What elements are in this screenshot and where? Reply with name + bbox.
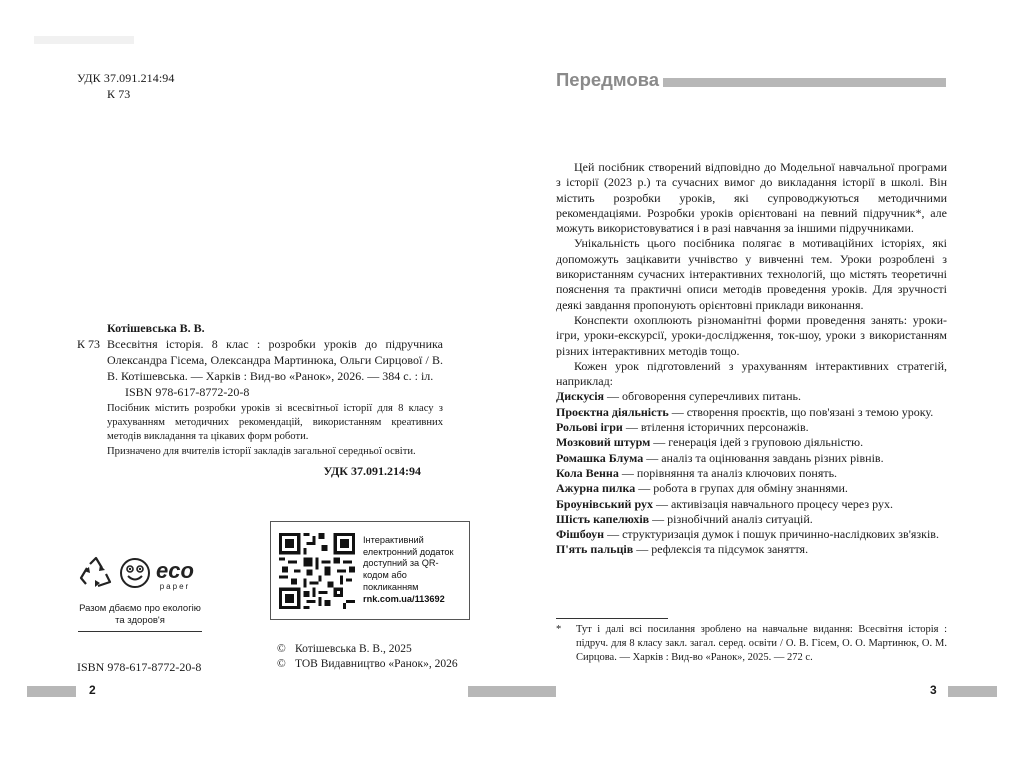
eco-paper-block (78, 555, 208, 632)
udk-code: УДК 37.091.214:94 (77, 71, 175, 85)
page-bar-right (948, 686, 997, 697)
preface-paragraph: Унікальність цього посібника полягає в мотиваційних історіях, які допоможуть зацікавити учнівство у вивченні тем. Уроки розроблені з використанням сучасних інтерактивних технологій, що містять теоретичні пояснення та практичні описи методів проведення уроків. Для зручності деякі завдання пропонують орієнтовні приклади виконання. (556, 236, 947, 312)
audience-text: Призначено для вчителів історії закладів загальної середньої освіти. (107, 446, 416, 457)
qr-caption: Інтерактивний електронний додаток доступний за QR-кодом або покликанням (363, 535, 454, 592)
preface-paragraph: Цей посібник створений відповідно до Модельної навчальної програми з історії (2023 р.) та сучасних вимог до викладання історії в школі. Він містить розробки уроків, які супроводжуються методичними рекомендаціями. Розробки уроків орієнтовані на певний підручник*, але можуть використовуватися і в разі навчання за іншими підручниками. (556, 160, 947, 236)
method-term: Броунівський рух (556, 496, 653, 511)
eco-icons (78, 555, 208, 595)
copyright-block (277, 642, 458, 672)
method-term: Кола Венна (556, 465, 619, 480)
method-desc: — різнобічний аналіз ситуацій. (649, 511, 813, 526)
method-item (556, 389, 947, 404)
method-desc: — створення проєктів, що пов'язані з темою уроку. (668, 404, 934, 419)
eco-logo-sub: paper (159, 581, 191, 591)
method-term: Ромашка Блума (556, 450, 644, 465)
copyright-icon: © (277, 658, 286, 670)
preface-paragraph: Кожен урок підготовлений з урахуванням інтерактивних стратегій, наприклад: (556, 358, 947, 389)
recycle-icon (78, 556, 114, 594)
method-item (556, 451, 947, 466)
method-term: Шість капелюхів (556, 511, 650, 526)
page-number-left: 2 (89, 683, 96, 697)
copyright-line (277, 657, 458, 672)
biblio-row (77, 336, 443, 384)
method-item (556, 512, 947, 527)
copyright-text: ТОВ Видавництво «Ранок», 2026 (295, 658, 458, 670)
udk-code-bottom: УДК 37.091.214:94 (323, 464, 421, 478)
preface-paragraph: Конспекти охоплюють різноманітні форми проведення занять: уроки-ігри, уроки-екскурсії, уроки-дослідження, ток-шоу, уроки з використанням різних інтерактивних методів тощо. (556, 312, 947, 358)
qr-description (363, 535, 461, 606)
copyright-text: Котішевська В. В., 2025 (295, 643, 412, 655)
smiley-icon (118, 556, 152, 594)
footnote (556, 623, 947, 665)
qr-link[interactable]: rnk.com.ua/113692 (363, 594, 445, 605)
method-desc: — генерація ідей з груповою діяльністю. (650, 435, 864, 450)
bibliographic-record (77, 320, 443, 479)
method-item (556, 435, 947, 450)
method-term: Рольові ігри (556, 420, 623, 435)
method-desc: — структуризація думок і пошук причинно-наслідкових зв'язків. (604, 527, 939, 542)
author-mark: К 73 (107, 87, 131, 101)
footnote-divider (556, 618, 668, 619)
method-term: Фішбоун (556, 527, 605, 542)
qr-code-icon[interactable] (279, 533, 355, 609)
method-desc: — робота в групах для обміну знаннями. (635, 481, 848, 496)
method-item (556, 527, 947, 542)
page-number-right: 3 (930, 683, 937, 697)
section-heading: Передмова (556, 69, 660, 90)
method-item (556, 542, 947, 557)
method-term: Мозковий штурм (556, 435, 651, 450)
method-item (556, 420, 947, 435)
method-desc: — активізація навчального процесу через рух. (652, 496, 893, 511)
footnote-text: Тут і далі всі посилання зроблено на навчальне видання: Всесвітня історія : підруч. для 8 класу закл. загал. серед. освіти / О. В. Гісем, О. О. Мартинюк, О. М. Сирцова. — Харків : Вид-во «Ранок», 2025. — 272 с. (576, 624, 947, 663)
method-term: Дискусія (556, 389, 605, 404)
copyright-line (277, 642, 458, 657)
page-bar-center (468, 686, 556, 697)
eco-logo-text: eco (156, 557, 194, 583)
method-term: П'ять пальців (556, 542, 634, 557)
preface-body (556, 160, 947, 558)
method-term: Ажурна пилка (556, 481, 636, 496)
eco-logo (156, 557, 194, 591)
isbn-bottom: ISBN 978-617-8772-20-8 (77, 660, 202, 674)
isbn-inline: ISBN 978-617-8772-20-8 (125, 385, 250, 399)
copyright-icon: © (277, 643, 286, 655)
eco-tagline: Разом дбаємо про екологію та здоров'я (79, 603, 201, 626)
method-desc: — порівняння та аналіз ключових понять. (618, 465, 838, 480)
page-bar-left (27, 686, 76, 697)
biblio-description: Всесвітня історія. 8 клас : розробки уроків до підручника Олександра Гісема, Олександра Мартинюка, Ольги Сирцової / В. В. Котішевська. — Харків : Вид-во «Ранок», 2026. — 384 с. : іл. (107, 337, 443, 383)
method-item (556, 481, 947, 496)
method-term: Проєктна діяльність (556, 404, 669, 419)
eco-divider (78, 631, 202, 632)
method-desc: — обговорення суперечливих питань. (604, 389, 801, 404)
footnote-mark: * (556, 624, 562, 635)
author-name: Котішевська В. В. (107, 321, 205, 335)
method-item (556, 405, 947, 420)
heading-bar (663, 78, 946, 87)
qr-info-box (270, 521, 470, 620)
annotation-text: Посібник містить розробки уроків зі всесвітньої історії для 8 класу з урахуванням методичних рекомендацій, використанням креативних методів викладання та цікавих форм роботи. (107, 403, 443, 442)
method-desc: — аналіз та оцінювання завдань різних рівнів. (643, 450, 884, 465)
method-desc: — втілення історичних персонажів. (622, 420, 809, 435)
method-item (556, 497, 947, 512)
biblio-code: К 73 (77, 337, 101, 351)
page-corner-mark (34, 36, 134, 44)
method-item (556, 466, 947, 481)
udk-header (77, 70, 175, 102)
method-desc: — рефлексія та підсумок заняття. (633, 542, 809, 557)
